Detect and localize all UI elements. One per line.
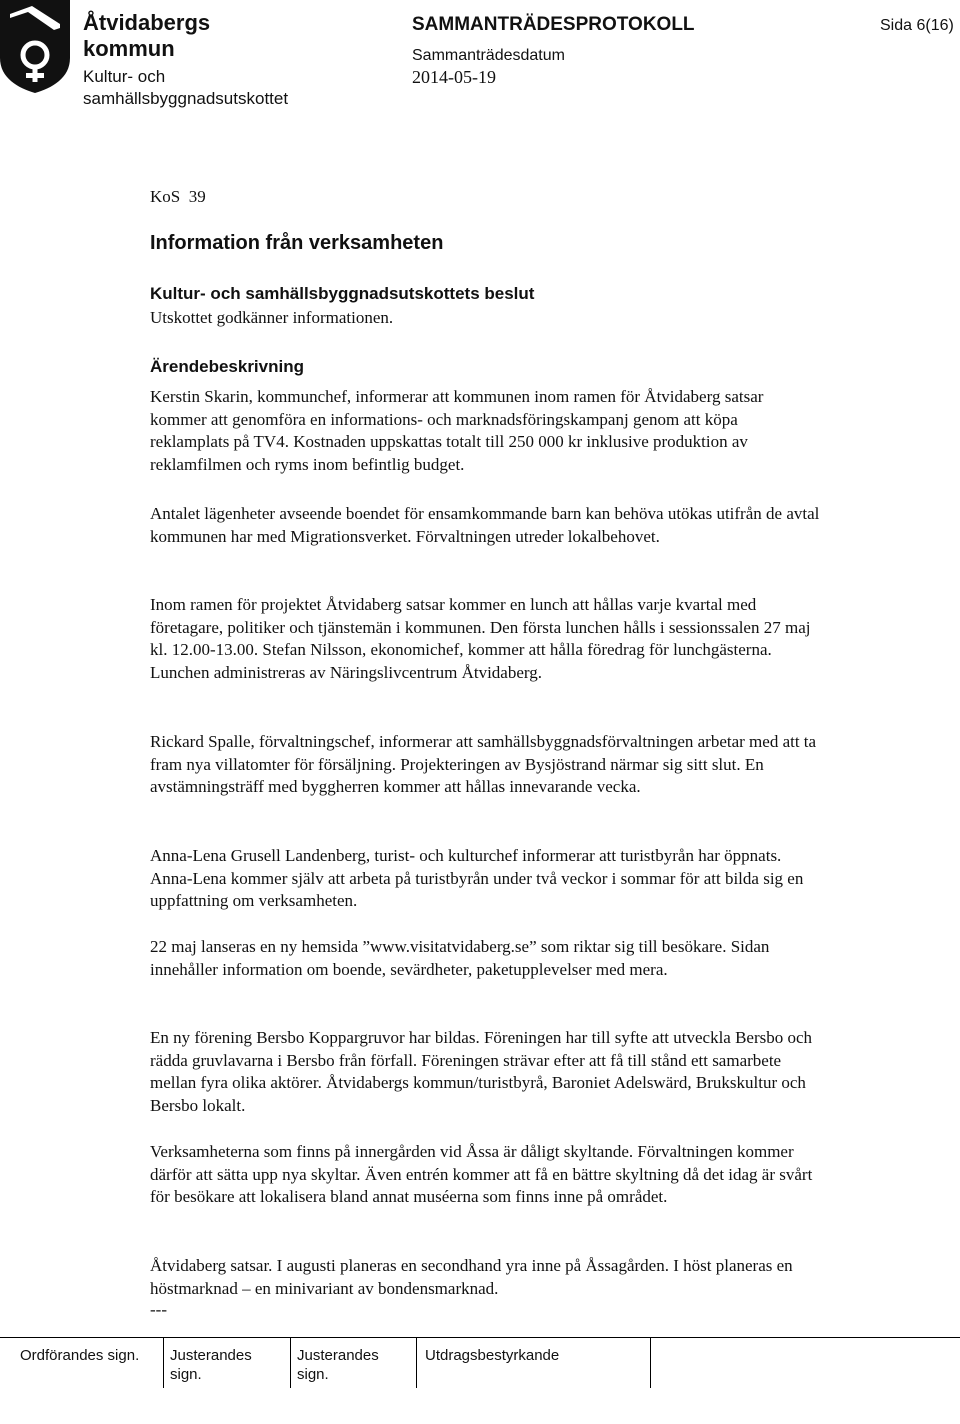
footer-divider	[416, 1337, 417, 1388]
paragraph-housing: Antalet lägenheter avseende boendet för ensamkommande barn kan behöva utökas utifrån de avtal kommunen har med Migrationsverket. Förvaltningen utreder lokalbehovet.	[150, 504, 820, 546]
adjuster-signature-field: Justerandes sign.	[170, 1347, 252, 1383]
adjuster-signature-field: Justerandes sign.	[297, 1347, 379, 1383]
department-name: Kultur- och samhällsbyggnadsutskottet	[83, 67, 289, 108]
end-mark: ---	[150, 1300, 167, 1319]
paragraph-tourist-office: Anna-Lena Grusell Landenberg, turist- och kulturchef informerar att turistbyrån har öppnats. Anna-Lena kommer själv att arbeta på turistbyrån under två veckor i sommar för att bilda sig en uppfattning om verksamheten.	[150, 846, 804, 911]
paragraph-secondhand: Åtvidaberg satsar. I augusti planeras en secondhand yra inne på Åssagården. I höst planeras en höstmarknad – en minivariant av bondensmarknad.	[150, 1256, 793, 1298]
paragraph-signage: Verksamheterna som finns på innergården vid Åssa är dåligt skyltande. Förvaltningen kommer därför att sätta upp nya skyltar. Även entrén kommer att få en bättre skyltning då det idag är svårt för besökare att lokalisera bland annat muséerna som finns inne på området.	[150, 1142, 813, 1207]
decision-heading: Kultur- och samhällsbyggnadsutskottets beslut	[150, 284, 535, 303]
chair-signature-field: Ordförandes sign.	[20, 1347, 140, 1364]
paragraph-website: 22 maj lanseras en ny hemsida ”www.visitatvidaberg.se” som riktar sig till besökare. Sidan innehåller information om boende, sevärdheter, paketupplevelser med mera.	[150, 937, 770, 979]
municipal-coat-of-arms-icon	[0, 0, 72, 94]
document-type: SAMMANTRÄDESPROTOKOLL	[412, 14, 695, 35]
decision-text: Utskottet godkänner informationen.	[150, 308, 394, 327]
footer-rule	[0, 1337, 960, 1338]
paragraph-bersbo: En ny förening Bersbo Koppargruvor har bildas. Föreningen har till syfte att utveckla Bersbo och rädda gruvlavarna i Bersbo från förfall. Föreningen strävar efter att få till stånd ett samarbete mellan fyra olika aktörer. Åtvidabergs kommun/turistbyrå, Baroniet Adelswärd, Brukskultur och Bersbo lokalt.	[150, 1028, 813, 1116]
meeting-date-label: Sammanträdesdatum	[412, 47, 565, 64]
footer-divider	[650, 1337, 651, 1388]
paragraph-villa-plots: Rickard Spalle, förvaltningschef, informerar att samhällsbyggnadsförvaltningen arbetar med att ta fram nya villatomter för försäljning. Projekteringen av Bysjöstrand närmar sig sitt slut. En avstämningsträff med byggherren kommer att hållas innevarande vecka.	[150, 732, 817, 797]
paragraph-lunch: Inom ramen för projektet Åtvidaberg satsar kommer en lunch att hållas varje kvartal med företagare, politiker och tjänstemän i kommunen. Den första lunchen hålls i sessionssalen 27 maj kl. 12.00-13.00. Stefan Nilsson, ekonomichef, kommer att hålla föredrag för lunchgästerna. Lunchen administreras av Näringslivcentrum Åtvidaberg.	[150, 595, 811, 683]
description-heading: Ärendebeskrivning	[150, 357, 304, 376]
section-title: Information från verksamheten	[150, 232, 444, 254]
case-number: KoS 39	[150, 187, 206, 206]
organization-name: Åtvidabergs kommun	[83, 10, 211, 61]
paragraph-tv4-campaign: Kerstin Skarin, kommunchef, informerar att kommunen inom ramen för Åtvidaberg satsar kommer att genomföra en informations- och marknadsföringskampanj genom att köpa reklamplats på TV4. Kostnaden uppskattas totalt till 250 000 kr inklusive produktion av reklamfilmen och ryms inom befintlig budget.	[150, 387, 764, 475]
footer-divider	[290, 1337, 291, 1388]
page-number: Sida 6(16)	[880, 17, 954, 34]
extract-certification-field: Utdragsbestyrkande	[425, 1347, 560, 1364]
meeting-date: 2014-05-19	[412, 67, 496, 87]
